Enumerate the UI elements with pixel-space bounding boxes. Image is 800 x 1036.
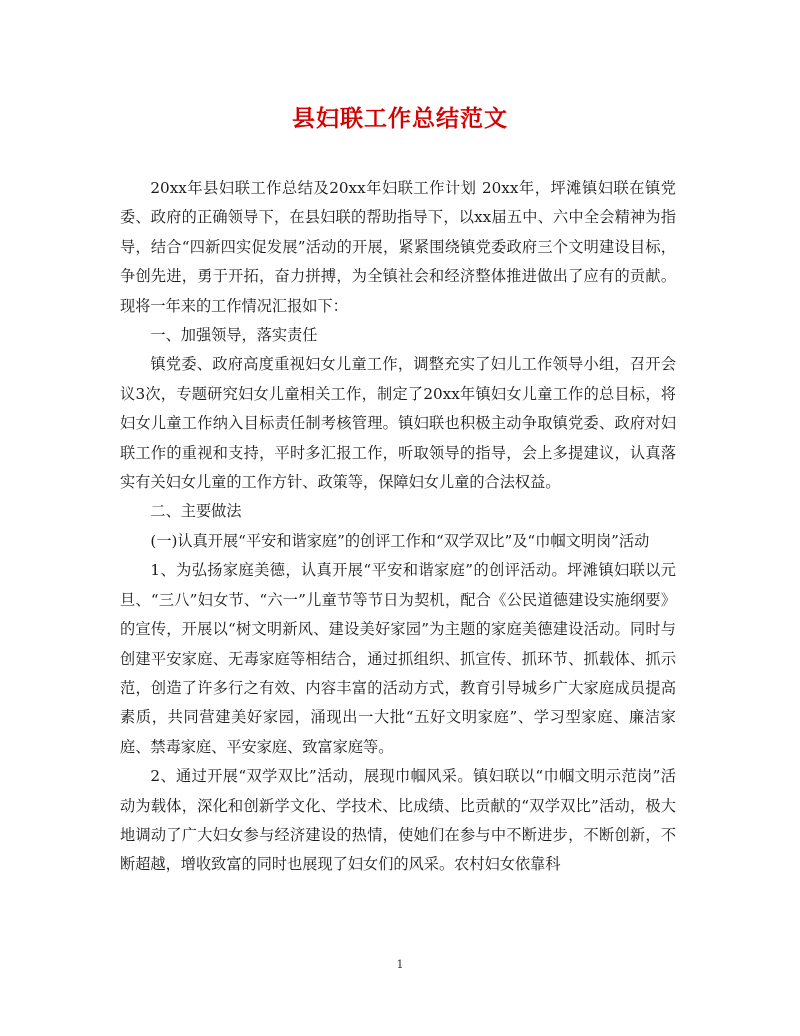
subsection-heading-1: (一)认真开展“平安和谐家庭”的创评工作和“双学双比”及“巾帼文明岗”活动 [150, 531, 650, 550]
page-number: 1 [396, 958, 404, 971]
paragraph-intro: 20xx年县妇联工作总结及20xx年妇联工作计划 20xx年，坪滩镇妇联在镇党委、政府的正确领导下，在县妇联的帮助指导下，以xx届五中、六中全会精神为指导，结合“四新四实促发展”活动的开展，紧紧围绕镇党委政府三个文明建设目标，争创先进，勇于开拓，奋力拼搏，为全镇社会和经济整体推进做出了应有的贡献。现将一年来的工作情况汇报如下： [120, 179, 676, 315]
document-body [120, 174, 676, 880]
paragraph-item-1: 1、为弘扬家庭美德，认真开展“平安和谐家庭”的创评活动。坪滩镇妇联以元旦、“三八”妇女节、“六一”儿童节等节日为契机，配合《公民道德建设实施纲要》的宣传，开展以“树文明新风、建设美好家园”为主题的家庭美德建设活动。同时与创建平安家庭、无毒家庭等相结合，通过抓组织、抓宣传、抓环节、抓载体、抓示范，创造了许多行之有效、内容丰富的活动方式，教育引导城乡广大家庭成员提高素质，共同营建美好家园，涌现出一大批“五好文明家庭”、学习型家庭、廉洁家庭、禁毒家庭、平安家庭、致富家庭等。 [120, 561, 676, 756]
section-heading-1: 一、加强领导，落实责任 [150, 326, 318, 345]
document-title: 县妇联工作总结范文 [292, 105, 508, 132]
paragraph-section-1: 镇党委、政府高度重视妇女儿童工作，调整充实了妇儿工作领导小组，召开会议3次，专题研究妇女儿童相关工作，制定了20xx年镇妇女儿童工作的总目标，将妇女儿童工作纳入目标责任制考核管理。镇妇联也积极主动争取镇党委、政府对妇联工作的重视和支持，平时多汇报工作，听取领导的指导，会上多提建议，认真落实有关妇女儿童的工作方针、政策等，保障妇女儿童的合法权益。 [120, 355, 676, 492]
paragraph-item-2: 2、通过开展“双学双比”活动，展现巾帼风采。镇妇联以“巾帼文明示范岗”活动为载体，深化和创新学文化、学技术、比成绩、比贡献的“双学双比”活动，极大地调动了广大妇女参与经济建设的热情，使她们在参与中不断进步，不断创新，不断超越，增收致富的同时也展现了妇女们的风采。农村妇女依靠科 [120, 767, 676, 874]
section-heading-2: 二、主要做法 [150, 502, 242, 521]
